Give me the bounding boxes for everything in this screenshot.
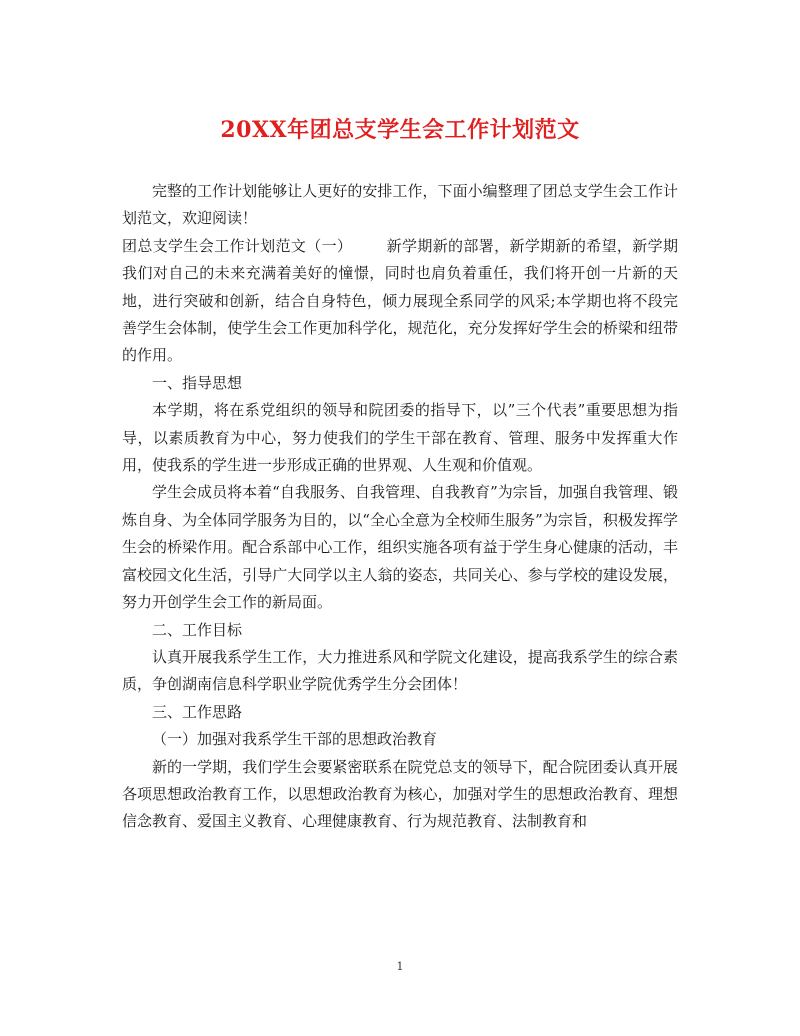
heading-guiding-ideology: 一、指导思想: [152, 373, 243, 392]
paragraph-2: 本学期，将在系党组织的领导和院团委的指导下，以”三个代表”重要思想为指导，以素质教育为中心，努力使我们的学生干部在教育、管理、服务中发挥重大作用，使我系的学生进一步形成正确的世界观、人生观和价值观。: [122, 401, 678, 475]
section-paragraph-1: [122, 233, 678, 370]
subtitle: 团总支学生会工作计划范文（一）: [122, 236, 353, 255]
paragraph-4: 认真开展我系学生工作，大力推进系风和学院文化建设，提高我系学生的综合素质，争创湖南信息科学职业学院优秀学生分会团体！: [122, 647, 678, 694]
paragraph-5: 新的一学期，我们学生会要紧密联系在院党总支的领导下，配合院团委认真开展各项思想政治教育工作，以思想政治教育为核心，加强对学生的思想政治教育、理想信念教育、爱国主义教育、心理健康教育、行为规范教育、法制教育和: [122, 757, 678, 831]
page-number: 1: [396, 960, 404, 973]
document-title: 20XX年团总支学生会工作计划范文: [220, 117, 580, 143]
heading-work-approach: 三、工作思路: [152, 702, 243, 721]
heading-work-goals: 二、工作目标: [152, 620, 243, 639]
subheading-political-education: （一）加强对我系学生干部的思想政治教育: [152, 730, 438, 749]
intro-paragraph: 完整的工作计划能够让人更好的安排工作，下面小编整理了团总支学生会工作计划范文，欢迎阅读！: [122, 182, 678, 228]
document-body: [122, 178, 678, 836]
paragraph-1-text: 新学期新的部署，新学期新的希望，新学期我们对自己的未来充满着美好的憧憬，同时也肩负着重任，我们将开创一片新的天地，进行突破和创新，结合自身特色，倾力展现全系同学的风采;本学期也将不段完善学生会体制，使学生会工作更加科学化，规范化，充分发挥好学生会的桥梁和纽带的作用。: [122, 236, 678, 365]
paragraph-3: 学生会成员将本着“自我服务、自我管理、自我教育”为宗旨，加强自我管理、锻炼自身、为全体同学服务为目的，以“全心全意为全校师生服务”为宗旨，积极发挥学生会的桥梁作用。配合系部中心工作，组织实施各项有益于学生身心健康的活动，丰富校园文化生活，引导广大同学以主人翁的姿态，共同关心、参与学校的建设发展，努力开创学生会工作的新局面。: [122, 483, 678, 612]
